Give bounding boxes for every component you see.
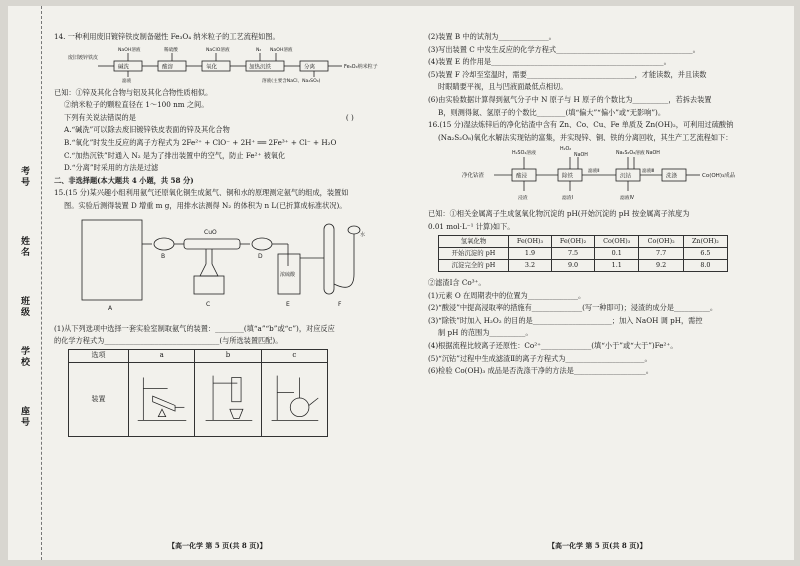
flow16-box [512,169,536,181]
app-label: A [108,304,113,312]
svg-text:氧化: 氧化 [206,64,218,71]
app-label: E [286,300,290,308]
table-header: a [129,349,195,362]
q14-option-d: D.“分离”时采用的方法是过滤 [64,163,159,173]
apparatus-option-table [68,349,328,437]
sidebar-label: 座号 [19,406,29,428]
exam-sheet [8,6,794,560]
flow14-label: NaOH溶液 [270,47,293,53]
table-header: b [195,349,261,362]
flow16-box [558,169,582,181]
page-footer-left: 【高一化学 第 5 页(共 8 页)】 [168,541,267,550]
flow14-box [202,61,230,71]
q15-sub-6b: B，则测得氮、氢原子的个数比________(填“偏大”“偏小”或“无影响”)。 [438,107,666,117]
ph-table [438,235,728,272]
apparatus-c [261,362,327,436]
q15-stem-2: 图。实验后测得装置 D 增重 m g，用排水法测得 N₂ 的体积为 n L(已折算成标准状况)。 [64,200,347,210]
flow14-label: NaClO溶液 [206,47,230,53]
flow16-label: 滤液Ⅱ [588,169,600,175]
flow14-start: 废旧镀锌铁皮 [68,54,99,61]
apparatus-b [195,362,261,436]
flow16-box [662,169,686,181]
q14-question: 下列有关说法错误的是 ( ) [64,112,354,122]
q16-sub-6: (6)检验 Co(OH)₃ 成品是否洗涤干净的方法是____________________。 [428,366,653,376]
app-label: CuO [204,228,217,236]
flow14-box [158,61,186,71]
flow16-label: 浸渣 [518,196,528,202]
table-row: 沉淀完全的 pH 3.2 9.0 1.1 9.2 8.0 [439,259,728,271]
app-label: F [338,300,342,308]
q16-sub-3a: (3)“除铁”时加入 H₂O₂ 的目的是______________________；加入 NaOH 调 pH，需控 [428,315,703,325]
svg-text:分离: 分离 [304,64,316,71]
q15-sub-5a: (5)装置 F 冷却至室温时，需要______________________________，才能读数，并且读数 [428,69,707,79]
flow16-label: H₂SO₄溶液 [512,151,536,157]
q16-known-1: 已知：①相关金属离子生成氢氧化物沉淀的 pH(开始沉淀的 pH 按金属离子浓度为 [428,209,690,219]
q15-sub-5b: 时眼睛要平视，且与凹液面最低点相切。 [438,82,568,92]
binding-sidebar [8,6,42,560]
svg-text:加热沉铁: 加热沉铁 [249,64,272,71]
q14-known-2: ②纳米粒子的颗粒直径在 1～100 nm 之间。 [64,100,209,110]
q15-sub-1a: (1)从下列选项中选择一套实验室制取氨气的装置：________(填“a”“b”或“c”)，对应反应 [54,323,335,333]
q15-sub-4: (4)装置 E 的作用是________________________________________________。 [428,57,671,67]
q15-sub-2: (2)装置 B 中的试剂为______________。 [428,32,556,41]
flow14-label: 溶液(主要含NaCl、Na₂SO₄) [262,78,321,83]
flow16-label: 滤液Ⅲ [642,169,655,175]
table-header: Zn(OH)₂ [683,235,727,247]
flow16-label: 滤渣Ⅰ [562,196,574,202]
table-header: Fe(OH)₂ [552,235,595,247]
q16-stem-2: (Na₂S₂O₈)氧化水解法实现钴的富集，并实现锌、铜、铁的分离回收，其生产工艺流程如下： [438,132,733,142]
app-label: B [161,252,166,260]
q15-sub-3: (3)写出装置 C 中发生反应的化学方程式______________________________________。 [428,44,700,54]
q14-option-b: B.“氧化”时发生反应的离子方程式为 2Fe²⁺ + ClO⁻ + 2H⁺ ══ 2Fe³⁺ + Cl⁻ + H₂O [64,137,337,147]
flow14-label: N₂ [256,47,262,53]
right-column [428,32,788,379]
q16-known-2: ②滤渣Ⅰ含 Co³⁺。 [428,277,486,287]
svg-text:酸溶: 酸溶 [162,64,174,71]
flow14-box [114,61,142,71]
q16-sub-4: (4)根据流程比较离子还原性：Co²⁺______________(填“小于”或“大于”)Fe²⁺。 [428,340,678,350]
section-heading: 二、非选择题(本大题共 4 小题，共 58 分) [54,175,194,185]
q14-option-c: C.“加热沉铁”时通入 N₂ 是为了排出装置中的空气，防止 Fe²⁺ 被氧化 [64,150,286,160]
flow16-box [616,169,640,181]
q16-sub-2: (2)“酸浸”中提高浸取率的措施有______________(写一种即可)；浸渣的成分是__________。 [428,303,718,313]
table-header: c [261,349,327,362]
sidebar-label: 姓名 [19,236,29,258]
flow16-label: 滤液Ⅳ [620,196,635,202]
flow16-label: H₂O₂ [560,147,572,153]
app-label: D [258,252,263,260]
svg-text:碱洗: 碱洗 [118,64,130,71]
sidebar-label: 学校 [19,346,29,368]
app-label: 水 [360,231,366,238]
table-header: 氢氧化物 [439,235,509,247]
flow16-label: NaOH [646,151,660,157]
q14-option-a: A.“碱洗”可以除去废旧镀锌铁皮表面的锌及其化合物 [64,125,230,135]
svg-text:酸浸: 酸浸 [516,173,528,180]
flow16-end: Co(OH)₃成品 [702,173,736,180]
q16-known-1b: 0.01 mol·L⁻¹ 计算)如下。 [428,221,515,231]
svg-text:除铁: 除铁 [562,173,574,180]
q15-sub-1b: 的化学方程式为________________________________(与所选装置匹配)。 [54,336,283,346]
flowchart-q16 [428,145,788,205]
q16-stem-1: 16.(15 分)湿法炼锌后的净化钴渣中含有 Zn、Co、Cu、Fe 单质及 Zn(OH)₂，可利用过硫酸钠 [428,120,734,130]
table-row: 开始沉淀的 pH 1.9 7.5 0.1 7.7 6.5 [439,247,728,259]
table-header: 选项 [69,349,129,362]
table-row-label: 装置 [69,362,129,436]
q16-sub-3b: 制 pH 的范围为__________。 [438,328,533,338]
apparatus-a [129,362,195,436]
flow16-label: NaOH [574,153,588,159]
left-column [54,32,416,443]
q16-sub-5: (5)“沉钴”过程中生成滤渣Ⅱ的离子方程式为______________________。 [428,353,652,363]
flow14-label: 滤液 [122,78,132,83]
app-label: 浓硫酸 [280,271,296,278]
flowchart-q14 [54,45,416,83]
page-footer-right: 【高一化学 第 5 页(共 8 页)】 [548,541,647,550]
table-header: Co(OH)₃ [595,235,639,247]
flow16-start: 净化钴渣 [462,173,485,180]
flow14-label: 稀硫酸 [164,47,178,53]
flow14-label: NaOH溶液 [118,47,141,53]
q15-sub-6a: (6)由实验数据计算得到氨气分子中 N 原子与 H 原子的个数比为__________，若拆去装置 [428,94,712,104]
svg-text:沉钴: 沉钴 [620,173,632,180]
q14-title: 14. 一种利用废旧镀锌铁皮制备磁性 Fe₃O₄ 纳米粒子的工艺流程如图。 [54,32,280,41]
flow14-box [246,61,284,71]
table-header: Co(OH)₂ [639,235,683,247]
flow14-box [300,61,328,71]
q14-known-1: 已知：①锌及其化合物与铝及其化合物性质相似。 [54,87,213,97]
flow14-end: Fe₃O₄纳米粒子 [344,63,378,70]
app-label: C [206,300,211,308]
sidebar-label: 班级 [19,296,29,318]
q15-stem-1: 15.(15 分)某兴趣小组利用氨气还原氧化铜生成氮气、铜和水的原理测定氨气的组成，装置如 [54,188,349,198]
sidebar-label: 考号 [19,166,29,188]
flow16-label: Na₂S₂O₈溶液 [616,151,645,157]
apparatus-diagram [54,214,416,314]
q16-sub-1: (1)元素 O 在周期表中的位置为______________。 [428,290,586,300]
table-header: Fe(OH)₃ [509,235,552,247]
svg-text:洗涤: 洗涤 [666,173,678,180]
